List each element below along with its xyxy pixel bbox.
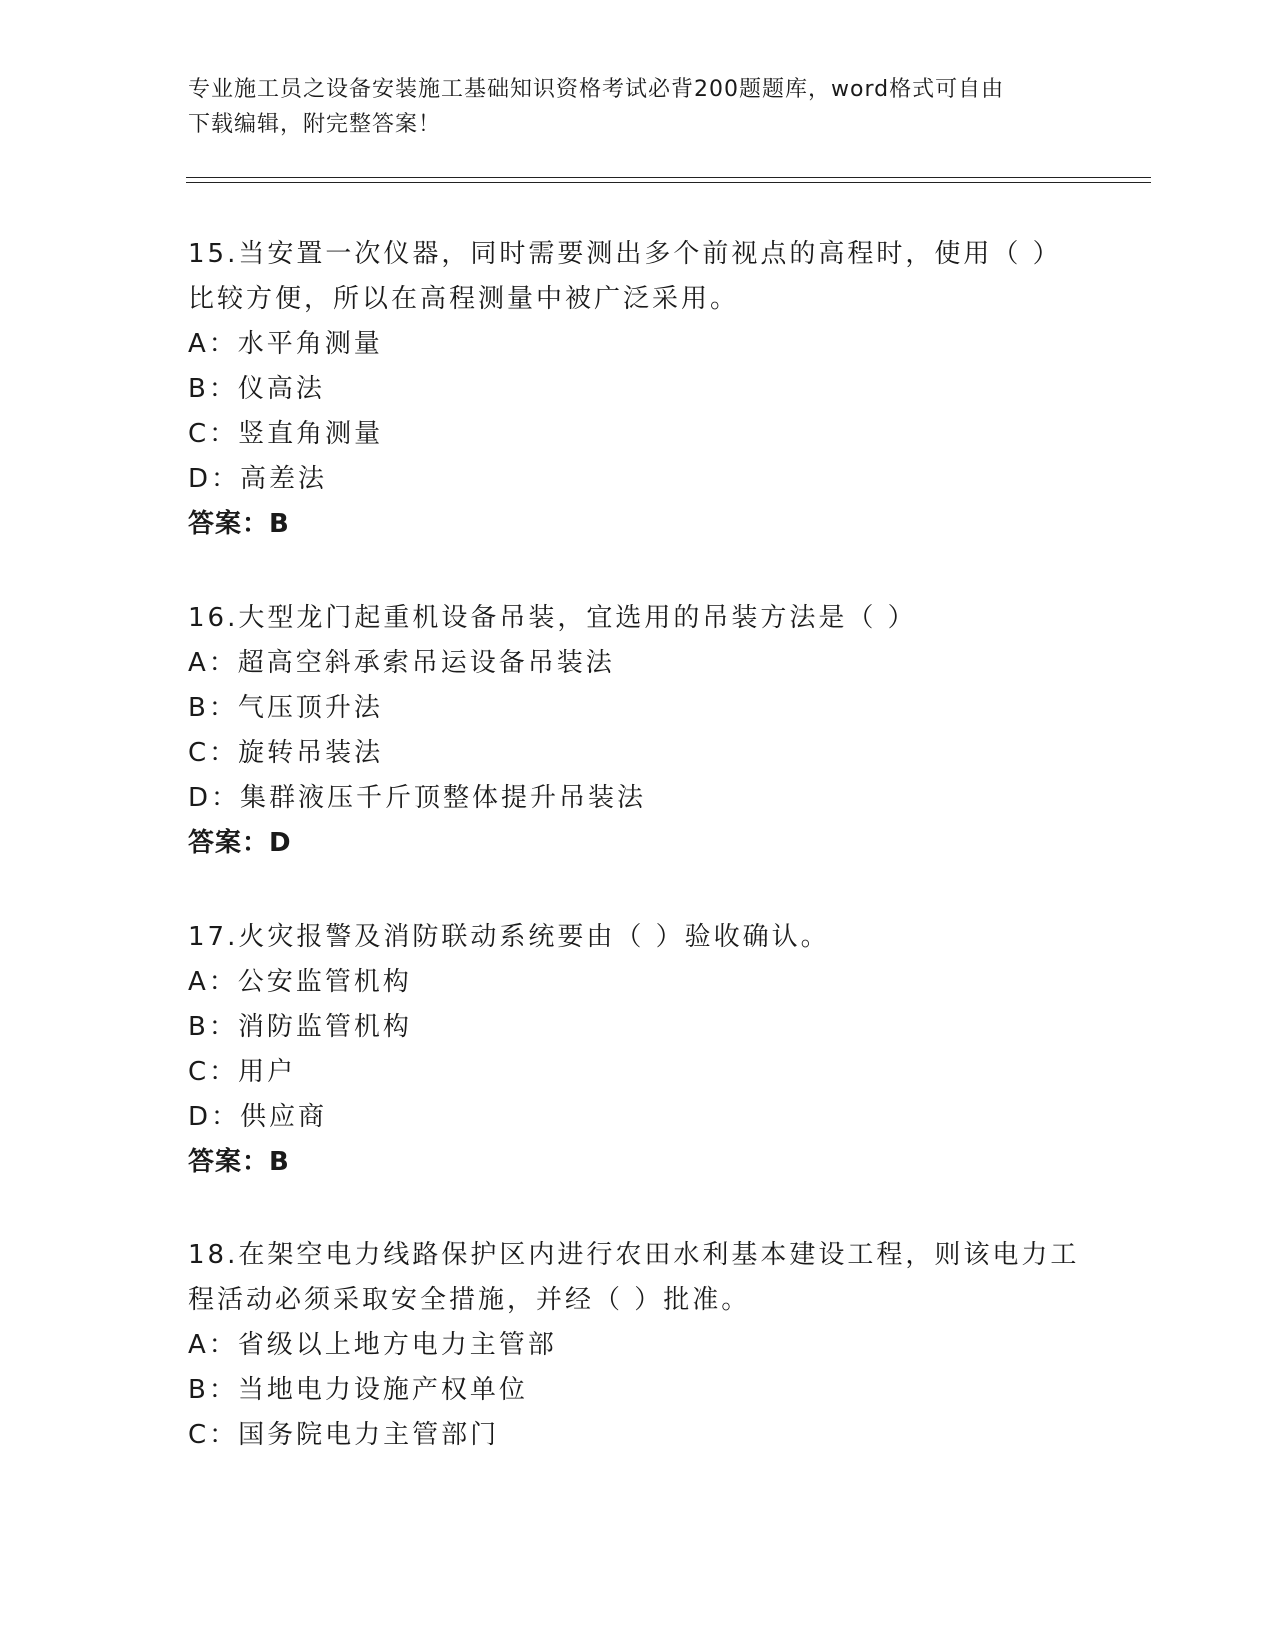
option-c: C：用户 bbox=[188, 1057, 297, 1087]
option-b: B：当地电力设施产权单位 bbox=[188, 1375, 528, 1405]
answer: 答案：B bbox=[188, 1147, 290, 1177]
option-c: C：竖直角测量 bbox=[188, 419, 384, 449]
option-b: B：气压顶升法 bbox=[188, 693, 383, 723]
question-stem-line: 18.在架空电力线路保护区内进行农田水利基本建设工程，则该电力工 bbox=[188, 1240, 1080, 1270]
option-a: A：公安监管机构 bbox=[188, 967, 412, 997]
option-a: A：省级以上地方电力主管部 bbox=[188, 1330, 557, 1360]
option-b: B：消防监管机构 bbox=[188, 1012, 412, 1042]
header-divider-top bbox=[186, 177, 1151, 178]
answer: 答案：D bbox=[188, 828, 292, 858]
header-divider-bottom bbox=[186, 182, 1151, 183]
question-stem-line: 比较方便，所以在高程测量中被广泛采用。 bbox=[188, 284, 740, 314]
option-c: C：国务院电力主管部门 bbox=[188, 1420, 500, 1450]
option-c: C：旋转吊装法 bbox=[188, 738, 384, 768]
question-17 bbox=[188, 915, 1088, 1185]
header-title-line-1: 专业施工员之设备安装施工基础知识资格考试必背200题题库，word格式可自由 bbox=[188, 77, 1005, 102]
header-title-line-2: 下载编辑，附完整答案！ bbox=[188, 112, 442, 137]
question-stem-line: 程活动必须采取安全措施，并经（ ）批准。 bbox=[188, 1285, 751, 1315]
option-a: A：超高空斜承索吊运设备吊装法 bbox=[188, 648, 615, 678]
question-15 bbox=[188, 232, 1088, 547]
option-d: D：供应商 bbox=[188, 1102, 328, 1132]
question-18 bbox=[188, 1233, 1088, 1458]
option-d: D：集群液压千斤顶整体提升吊装法 bbox=[188, 783, 647, 813]
question-stem-line: 15.当安置一次仪器，同时需要测出多个前视点的高程时，使用（ ） bbox=[188, 239, 1062, 269]
question-16 bbox=[188, 596, 1088, 866]
question-stem-line: 16.大型龙门起重机设备吊装，宜选用的吊装方法是（ ） bbox=[188, 603, 917, 633]
question-stem-line: 17.火灾报警及消防联动系统要由（ ）验收确认。 bbox=[188, 922, 830, 952]
option-d: D：高差法 bbox=[188, 464, 328, 494]
option-a: A：水平角测量 bbox=[188, 329, 383, 359]
option-b: B：仪高法 bbox=[188, 374, 325, 404]
document-header bbox=[188, 72, 1088, 142]
answer: 答案：B bbox=[188, 509, 290, 539]
